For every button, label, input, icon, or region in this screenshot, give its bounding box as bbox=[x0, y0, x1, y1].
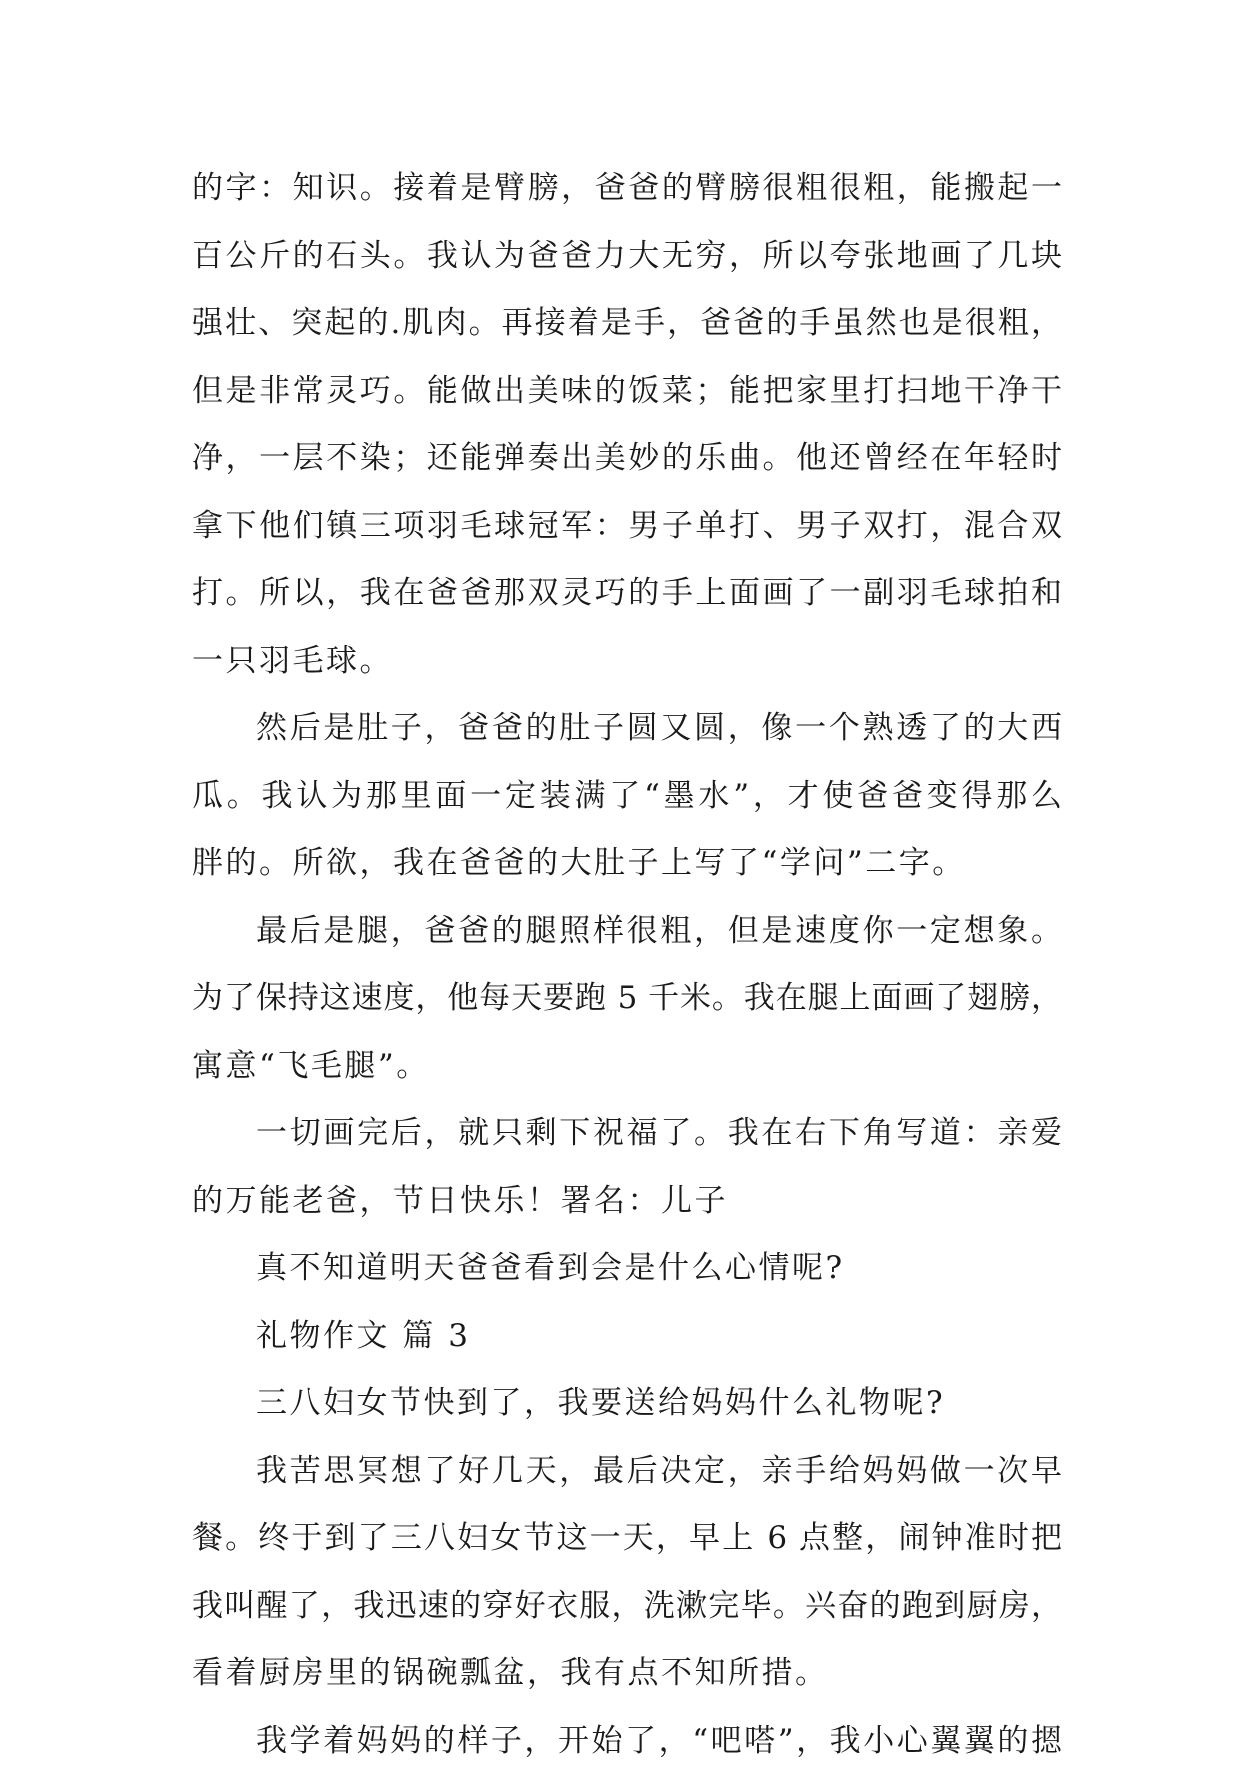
text-line: 三八妇女节快到了，我要送给妈妈什么礼物呢? bbox=[192, 1370, 1062, 1438]
text-line: 一只羽毛球。 bbox=[192, 628, 1062, 696]
text-line: 一切画完后，就只剩下祝福了。我在右下角写道：亲爱 bbox=[192, 1100, 1062, 1168]
text-line: 胖的。所欲，我在爸爸的大肚子上写了“学问”二字。 bbox=[192, 830, 1062, 898]
text-line: 礼物作文 篇 3 bbox=[192, 1303, 1062, 1371]
text-line: 我学着妈妈的样子，开始了，“吧嗒”，我小心翼翼的摁 bbox=[192, 1708, 1062, 1775]
text-line: 但是非常灵巧。能做出美味的饭菜；能把家里打扫地干净干 bbox=[192, 358, 1062, 426]
text-line: 净，一层不染；还能弹奏出美妙的乐曲。他还曾经在年轻时 bbox=[192, 425, 1062, 493]
text-line: 打。所以，我在爸爸那双灵巧的手上面画了一副羽毛球拍和 bbox=[192, 560, 1062, 628]
text-line: 最后是腿，爸爸的腿照样很粗，但是速度你一定想象。 bbox=[192, 898, 1062, 966]
text-line: 然后是肚子，爸爸的肚子圆又圆，像一个熟透了的大西 bbox=[192, 695, 1062, 763]
text-line: 餐。终于到了三八妇女节这一天，早上 6 点整，闹钟准时把 bbox=[192, 1505, 1062, 1573]
text-line: 百公斤的石头。我认为爸爸力大无穷，所以夸张地画了几块 bbox=[192, 223, 1062, 291]
text-line: 的万能老爸，节日快乐！署名：儿子 bbox=[192, 1168, 1062, 1236]
text-line: 为了保持这速度，他每天要跑 5 千米。我在腿上面画了翅膀， bbox=[192, 965, 1062, 1033]
text-line: 真不知道明天爸爸看到会是什么心情呢? bbox=[192, 1235, 1062, 1303]
text-line: 寓意“飞毛腿”。 bbox=[192, 1033, 1062, 1101]
text-line: 看着厨房里的锅碗瓢盆，我有点不知所措。 bbox=[192, 1640, 1062, 1708]
text-line: 我苦思冥想了好几天，最后决定，亲手给妈妈做一次早 bbox=[192, 1438, 1062, 1506]
text-line: 强壮、突起的.肌肉。再接着是手，爸爸的手虽然也是很粗， bbox=[192, 290, 1062, 358]
text-line: 拿下他们镇三项羽毛球冠军：男子单打、男子双打，混合双 bbox=[192, 493, 1062, 561]
text-line: 瓜。我认为那里面一定装满了“墨水”，才使爸爸变得那么 bbox=[192, 763, 1062, 831]
text-line: 的字：知识。接着是臂膀，爸爸的臂膀很粗很粗，能搬起一 bbox=[192, 155, 1062, 223]
essay-text-column bbox=[192, 155, 1062, 1775]
text-line: 我叫醒了，我迅速的穿好衣服，洗漱完毕。兴奋的跑到厨房， bbox=[192, 1573, 1062, 1641]
